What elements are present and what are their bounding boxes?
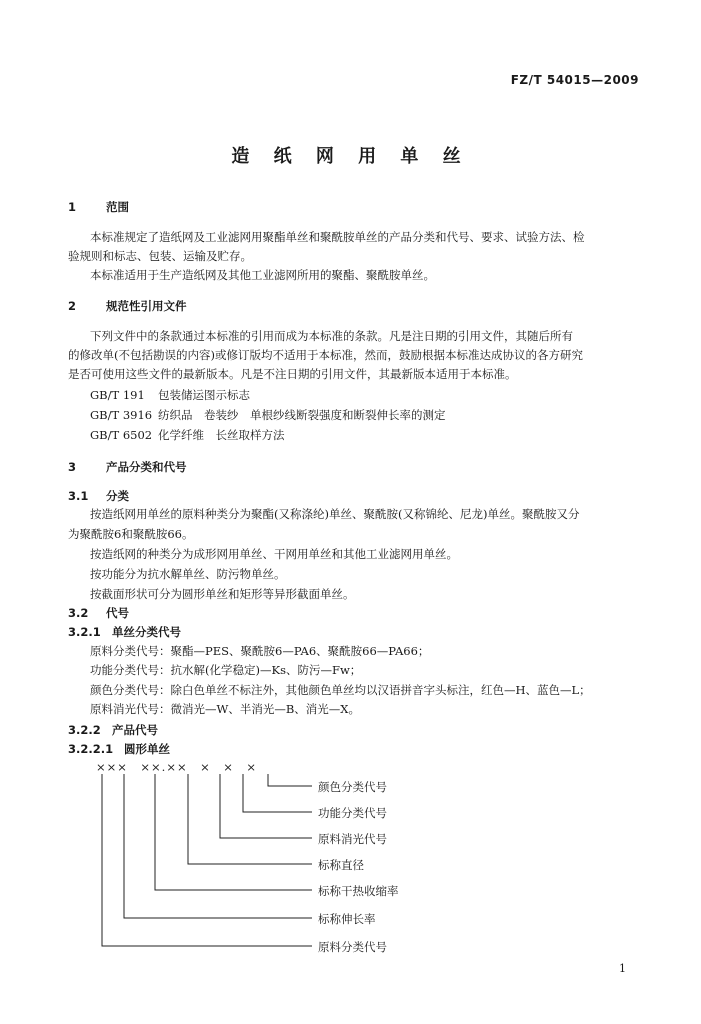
leader-line: [188, 774, 312, 864]
leader-line: [124, 774, 312, 918]
subsection-title: 代号: [106, 606, 129, 620]
diagram-label: 颜色分类代号: [318, 780, 387, 794]
leader-line: [155, 774, 312, 890]
sec1-para1-line1: 本标准规定了造纸网及工业滤网用聚酯单丝和聚酰胺单丝的产品分类和代号、要求、试验方法、检: [90, 230, 585, 244]
code-line-function: 功能分类代号：抗水解(化学稳定)—Ks、防污—Fw；: [90, 663, 362, 677]
sec31-para3: 按功能分为抗水解单丝、防污物单丝。: [90, 567, 286, 581]
leader-line: [220, 774, 312, 838]
leader-line: [268, 774, 312, 786]
diagram-label: 原料分类代号: [318, 940, 387, 954]
code-line-material: 原料分类代号：聚酯—PES、聚酰胺6—PA6、聚酰胺66—PA66；: [90, 644, 430, 658]
code-line-matting: 原料消光代号：微消光—W、半消光—B、消光—X。: [90, 702, 360, 716]
sec1-para1-line2: 验规则和标志、包装、运输及贮存。: [68, 249, 252, 263]
diagram-label: 功能分类代号: [318, 806, 387, 820]
leader-line: [243, 774, 312, 812]
document-title: 造 纸 网 用 单 丝: [231, 146, 470, 167]
sec31-para1-line2: 为聚酰胺6和聚酰胺66。: [68, 527, 194, 541]
sec2-para-line1: 下列文件中的条款通过本标准的引用而成为本标准的条款。凡是注日期的引用文件，其随后所有: [90, 329, 573, 343]
sec1-para2: 本标准适用于生产造纸网及其他工业滤网所用的聚酯、聚酰胺单丝。: [90, 268, 435, 282]
page-number: 1: [619, 962, 626, 975]
subsection-number: 3.2.2.1: [68, 742, 114, 756]
ref-code: GB/T 191: [90, 388, 145, 402]
subsection-title: 单丝分类代号: [112, 625, 181, 639]
standard-number: FZ/T 54015—2009: [510, 73, 639, 87]
sec2-para-line2: 的修改单(不包括勘误的内容)或修订版均不适用于本标准，然而，鼓励根据本标准达成协议的各方研究: [68, 348, 583, 362]
subsection-number: 3.2.2: [68, 723, 101, 737]
diagram-label: 标称直径: [318, 858, 364, 872]
section-3-title: 产品分类和代号: [106, 460, 187, 474]
ref-code: GB/T 3916: [90, 408, 153, 422]
diagram-label: 标称干热收缩率: [318, 884, 399, 898]
sec31-para2: 按造纸网的种类分为成形网用单丝、干网用单丝和其他工业滤网用单丝。: [90, 547, 458, 561]
subsection-title: 圆形单丝: [124, 742, 170, 756]
subsection-title: 分类: [106, 489, 129, 503]
subsection-number: 3.1: [68, 489, 89, 503]
ref-title: 包装储运图示标志: [158, 388, 250, 402]
section-3-number: 3: [68, 460, 77, 474]
subsection-number: 3.2: [68, 606, 89, 620]
section-1-number: 1: [68, 200, 77, 214]
section-2-title: 规范性引用文件: [106, 299, 187, 313]
product-code-pattern: ××× ××.×× × × ×: [96, 760, 258, 774]
sec31-para4: 按截面形状可分为圆形单丝和矩形等异形截面单丝。: [90, 587, 355, 601]
section-1-title: 范围: [106, 200, 129, 214]
ref-title: 纺织品 卷装纱 单根纱线断裂强度和断裂伸长率的测定: [158, 408, 446, 422]
subsection-number: 3.2.1: [68, 625, 101, 639]
ref-code: GB/T 6502: [90, 428, 153, 442]
diagram-label: 标称伸长率: [318, 912, 376, 926]
ref-title: 化学纤维 长丝取样方法: [158, 428, 285, 442]
subsection-title: 产品代号: [112, 723, 158, 737]
code-line-color: 颜色分类代号：除白色单丝不标注外，其他颜色单丝均以汉语拼音字头标注，红色—H、蓝色—L；: [90, 683, 591, 697]
diagram-label: 原料消光代号: [318, 832, 387, 846]
leader-line: [102, 774, 312, 946]
sec2-para-line3: 是否可使用这些文件的最新版本。凡是不注日期的引用文件，其最新版本适用于本标准。: [68, 367, 517, 381]
sec31-para1-line1: 按造纸网用单丝的原料种类分为聚酯(又称涤纶)单丝、聚酰胺(又称锦纶、尼龙)单丝。聚酰胺又分: [90, 507, 580, 521]
section-2-number: 2: [68, 299, 77, 313]
